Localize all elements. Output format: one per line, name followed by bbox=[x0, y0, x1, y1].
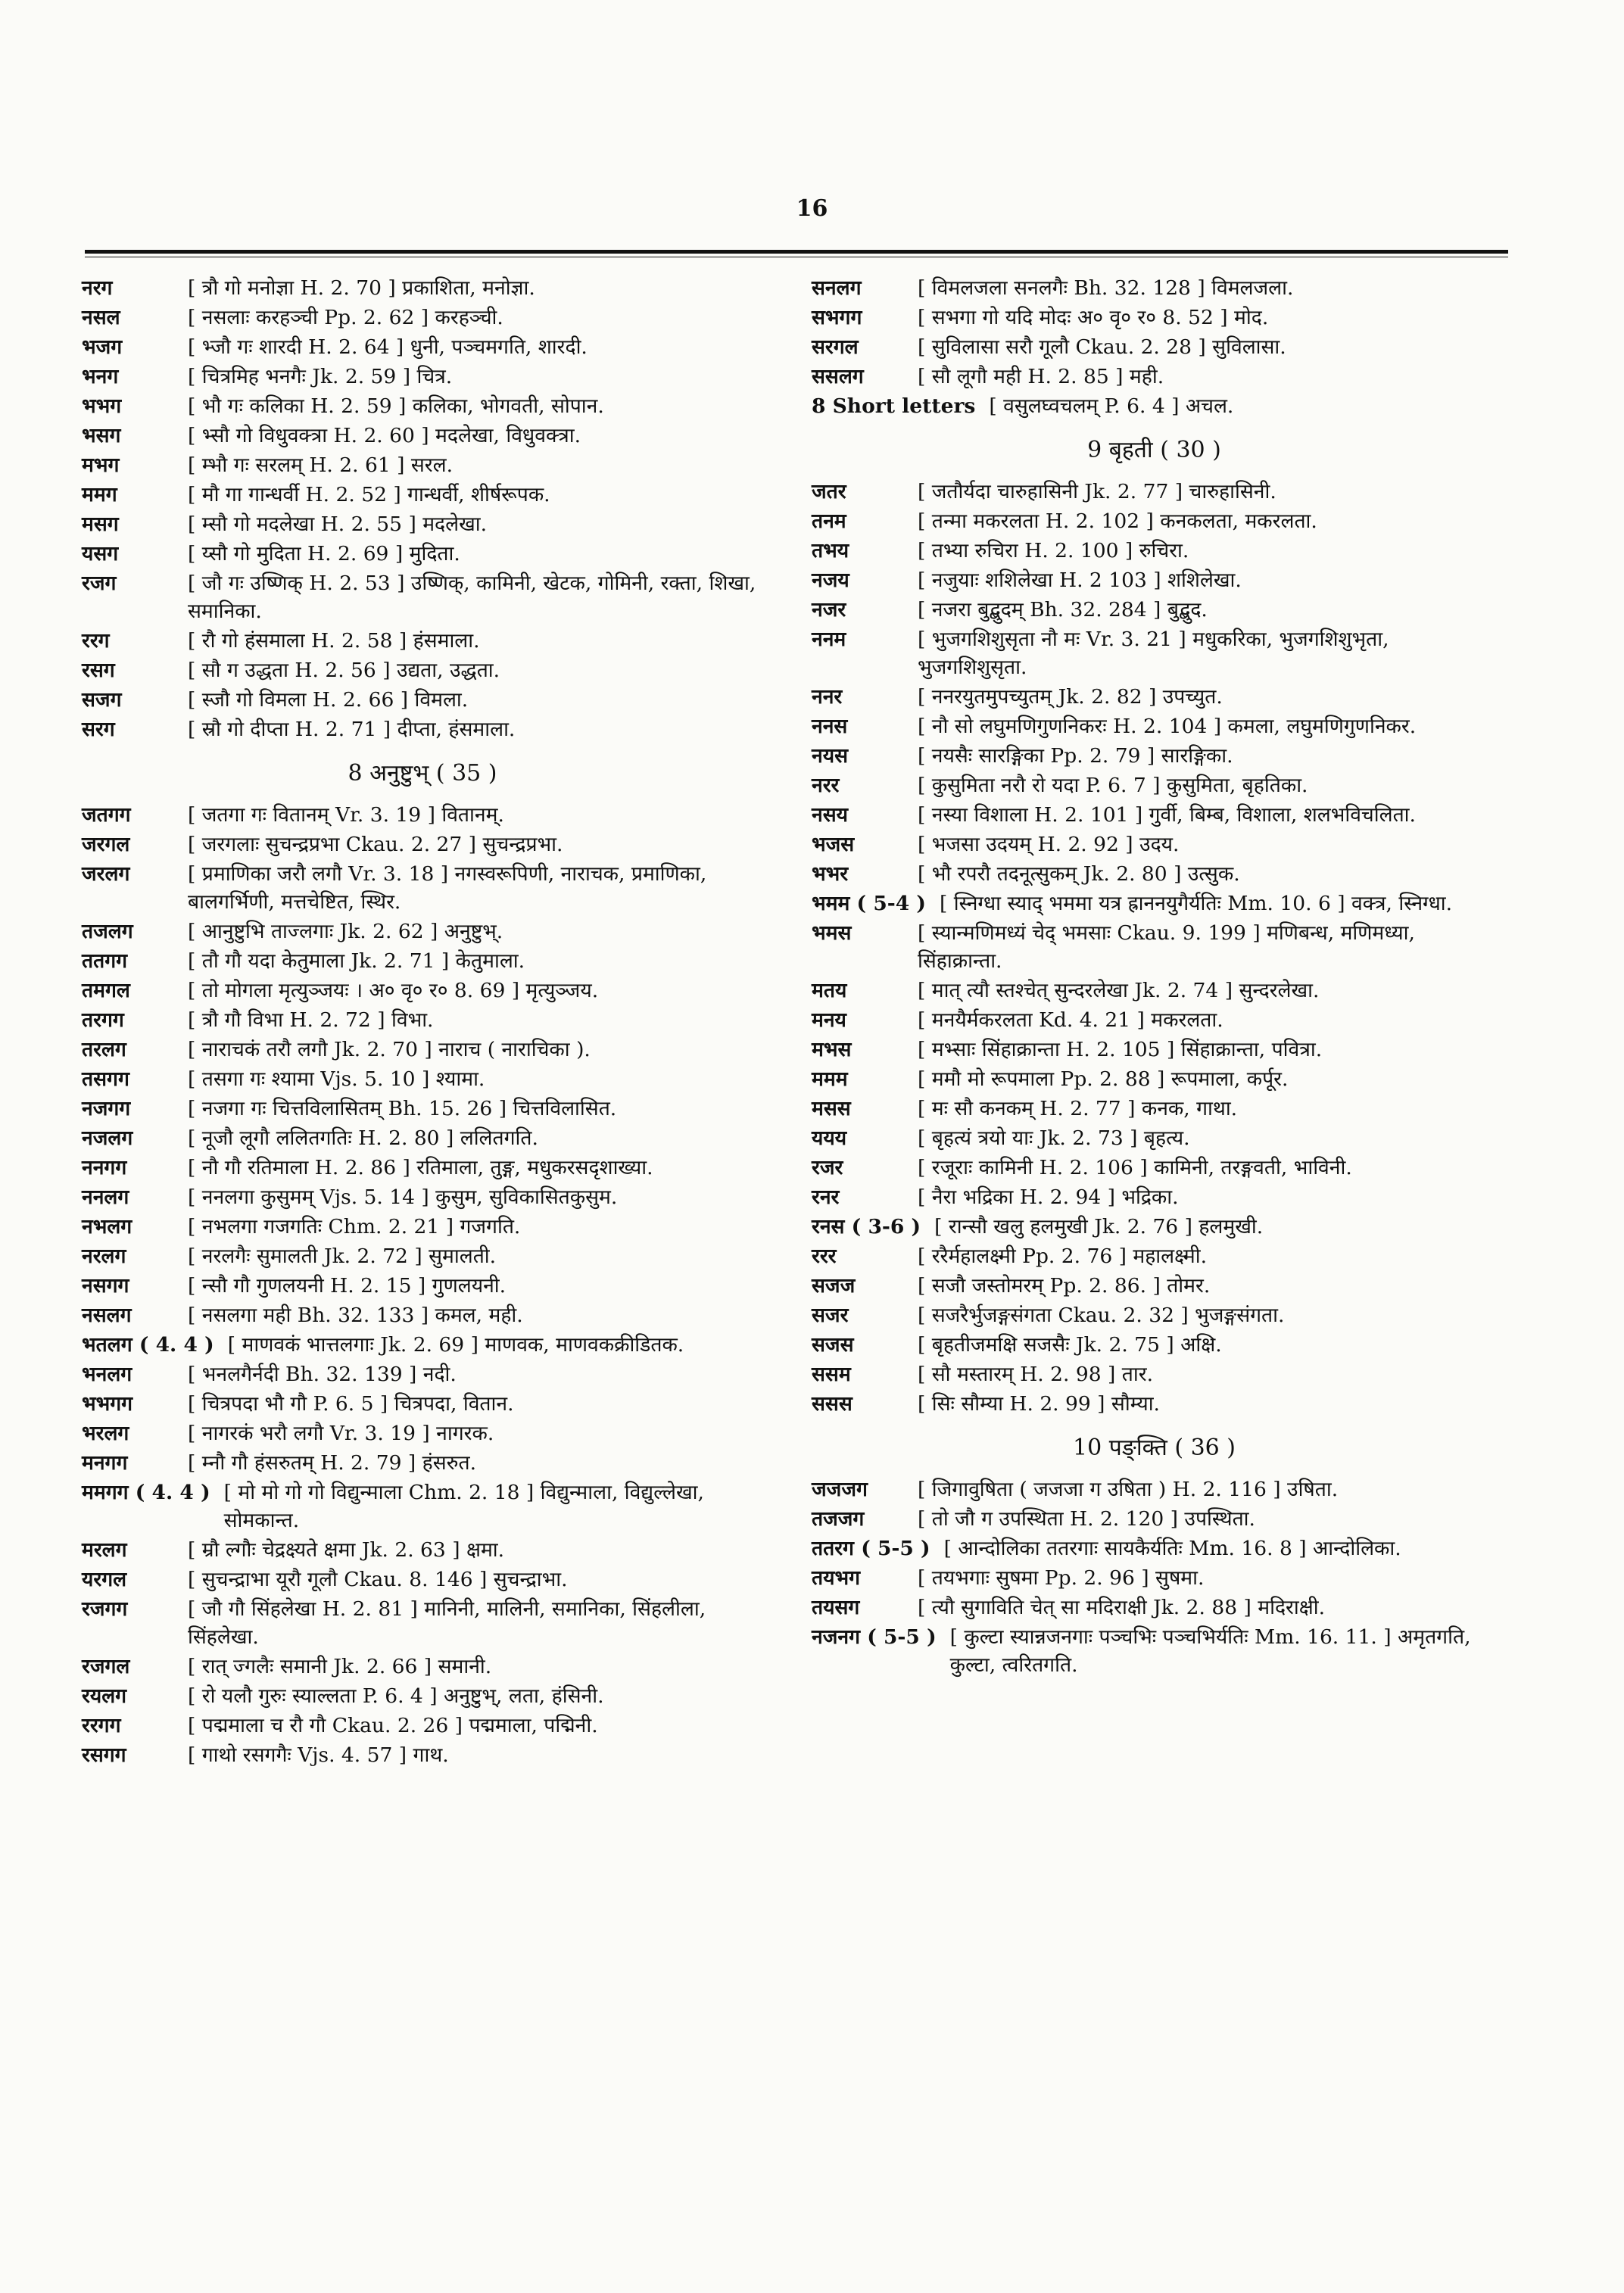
metre-entry bbox=[82, 715, 763, 743]
metre-pattern: सनलग bbox=[812, 276, 862, 300]
metre-definition: [ जतौर्यदा चारुहासिनी Jk. 2. 77 ] चारुहासिनी. bbox=[918, 480, 1276, 503]
metre-definition: [ तो मोगला मृत्युञ्जयः । अ० वृ० र० 8. 69 ] मृत्युञ्जय. bbox=[188, 979, 599, 1002]
metre-entry bbox=[82, 1154, 763, 1182]
metre-definition: [ य्सौ गो मुदिता H. 2. 69 ] मुदिता. bbox=[188, 542, 460, 565]
metre-definition: [ त्रौ गौ विभा H. 2. 72 ] विभा. bbox=[188, 1008, 434, 1032]
metre-pattern: ररगग bbox=[82, 1714, 121, 1737]
metre-entry bbox=[812, 1154, 1497, 1182]
metre-pattern: नजनग ( 5-5 ) bbox=[812, 1625, 937, 1649]
metre-entry bbox=[82, 540, 763, 568]
metre-pattern: रयलग bbox=[82, 1684, 127, 1708]
metre-entry bbox=[812, 1505, 1497, 1533]
metre-entry bbox=[82, 830, 763, 858]
metre-definition: [ मो मो गो गो विद्युन्माला Chm. 2. 18 ] विद्युन्माला, विद्युल्लेखा, सोमकान्त. bbox=[223, 1481, 704, 1532]
metre-pattern: तयसग bbox=[812, 1596, 860, 1619]
metre-definition: [ नयसैः सारङ्गिका Pp. 2. 79 ] सारङ्गिका. bbox=[918, 744, 1233, 768]
metre-entry bbox=[812, 1036, 1497, 1064]
metre-pattern: सरग bbox=[82, 718, 115, 741]
metre-pattern: सजज bbox=[812, 1274, 856, 1298]
metre-pattern: यरगल bbox=[82, 1568, 127, 1591]
metre-pattern: सरगल bbox=[812, 335, 859, 359]
metre-entry bbox=[812, 274, 1497, 302]
metre-definition: [ स्जौ गो विमला H. 2. 66 ] विमला. bbox=[188, 688, 469, 712]
metre-pattern: नजलग bbox=[82, 1126, 133, 1150]
metre-definition: [ सुविलासा सरौ गूलौ Ckau. 2. 28 ] सुविलासा. bbox=[918, 335, 1286, 359]
metre-entry bbox=[82, 947, 763, 975]
metre-entry bbox=[82, 1006, 763, 1034]
metre-definition: [ माणवकं भात्तलगाः Jk. 2. 69 ] माणवक, माणवकक्रीडितक. bbox=[227, 1333, 684, 1357]
metre-definition: [ मनयैर्मकरलता Kd. 4. 21 ] मकरलता. bbox=[918, 1008, 1223, 1032]
metre-definition: [ त्यौ सुगाविति चेत् सा मदिराक्षी Jk. 2. 88 ] मदिराक्षी. bbox=[918, 1596, 1326, 1619]
metre-pattern: भनग bbox=[82, 365, 119, 388]
metre-definition: [ रो यलौ गुरुः स्याल्लता P. 6. 4 ] अनुष्टुभ्, लता, हंसिनी. bbox=[188, 1684, 604, 1708]
left-column bbox=[82, 274, 763, 1771]
metre-definition: [ तयभगाः सुषमा Pp. 2. 96 ] सुषमा. bbox=[918, 1566, 1205, 1590]
metre-entry bbox=[82, 1712, 763, 1740]
metre-pattern: तसगग bbox=[82, 1067, 129, 1091]
metre-pattern: भमस bbox=[812, 921, 852, 945]
metre-entry bbox=[82, 510, 763, 538]
metre-pattern: मनगग bbox=[82, 1451, 128, 1475]
metre-definition: [ सभगा गो यदि मोदः अ० वृ० र० 8. 52 ] मोद. bbox=[918, 306, 1269, 329]
metre-entry bbox=[812, 1390, 1497, 1418]
metre-definition: [ जौ गः उष्णिक् H. 2. 53 ] उष्णिक्, कामिनी, खेटक, गोमिनी, रक्ता, शिखा, समानिका. bbox=[188, 572, 756, 623]
metre-entry bbox=[812, 1272, 1497, 1300]
metre-pattern: जरलग bbox=[82, 862, 130, 886]
metre-definition: [ सजरैर्भुजङ्गसंगता Ckau. 2. 32 ] भुजङ्गसंगता. bbox=[918, 1304, 1285, 1327]
metre-entry bbox=[812, 860, 1497, 888]
metre-entry bbox=[812, 889, 1497, 918]
right-group-3 bbox=[812, 1475, 1497, 1679]
metre-definition: [ नौ सो लघुमणिगुणनिकरः H. 2. 104 ] कमला, लघुमणिगुणनिकर. bbox=[918, 715, 1417, 738]
metre-pattern: जजजग bbox=[812, 1478, 868, 1501]
metre-pattern: ततरग ( 5-5 ) bbox=[812, 1537, 930, 1560]
metre-entry bbox=[82, 1272, 763, 1300]
metre-definition: [ तन्मा मकरलता H. 2. 102 ] कनकलता, मकरलता. bbox=[918, 509, 1317, 533]
metre-definition: [ आनुष्टुभि ताज्लगाः Jk. 2. 62 ] अनुष्टुभ्. bbox=[188, 920, 503, 943]
metre-pattern: मनय bbox=[812, 1008, 846, 1032]
metre-pattern: ससलग bbox=[812, 365, 864, 388]
metre-entry bbox=[812, 1213, 1497, 1241]
metre-entry bbox=[82, 1536, 763, 1564]
metre-entry bbox=[82, 274, 763, 302]
metre-definition: [ सजौ जस्तोमरम् Pp. 2. 86. ] तोमर. bbox=[918, 1274, 1211, 1298]
metre-definition: [ नजरा बुद्बुदम् Bh. 32. 284 ] बुद्बुद. bbox=[918, 598, 1208, 622]
metre-entry bbox=[82, 1682, 763, 1710]
metre-entry bbox=[82, 304, 763, 332]
metre-pattern: नभलग bbox=[82, 1215, 132, 1238]
metre-definition: [ जिगावुषिता ( जजजा ग उषिता ) H. 2. 116 ] उषिता. bbox=[918, 1478, 1339, 1501]
metre-entry bbox=[82, 422, 763, 450]
metre-pattern: नसगग bbox=[82, 1274, 129, 1298]
metre-entry bbox=[82, 1449, 763, 1477]
metre-pattern: नरर bbox=[812, 774, 840, 797]
metre-pattern: रनस ( 3-6 ) bbox=[812, 1215, 921, 1238]
metre-entry bbox=[812, 712, 1497, 740]
section-heading-anushtubh: 8 अनुष्टुभ् ( 35 ) bbox=[348, 760, 497, 787]
metre-definition: [ बृहतीजमक्षि सजसैः Jk. 2. 75 ] अक्षि. bbox=[918, 1333, 1222, 1357]
metre-definition: [ मात् त्यौ स्तश्चेत् सुन्दरलेखा Jk. 2. 74 ] सुन्दरलेखा. bbox=[918, 979, 1320, 1002]
metre-definition: [ नभलगा गजगतिः Chm. 2. 21 ] गजगति. bbox=[188, 1215, 521, 1238]
metre-definition: [ नसलगा मही Bh. 32. 133 ] कमल, मही. bbox=[188, 1304, 523, 1327]
metre-definition: [ जरगलाः सुचन्द्रप्रभा Ckau. 2. 27 ] सुचन्द्रप्रभा. bbox=[188, 833, 563, 856]
section-heading-brihati: 9 बृहती ( 30 ) bbox=[1087, 437, 1221, 463]
metre-pattern: मभस bbox=[812, 1038, 852, 1061]
metre-definition: [ कुसुमिता नरौ रो यदा P. 6. 7 ] कुसुमिता, बृहतिका. bbox=[918, 774, 1308, 797]
metre-entry bbox=[812, 919, 1497, 975]
metre-definition: [ सौ मस्तारम् H. 2. 98 ] तार. bbox=[918, 1363, 1153, 1386]
metre-entry bbox=[82, 1478, 763, 1534]
metre-definition: [ वसुलघ्वचलम् P. 6. 4 ] अचल. bbox=[989, 394, 1234, 418]
metre-definition: [ तभ्या रुचिरा H. 2. 100 ] रुचिरा. bbox=[918, 539, 1189, 562]
metre-entry bbox=[812, 333, 1497, 361]
metre-definition: [ चित्रपदा भौ गौ P. 6. 5 ] चित्रपदा, वितान. bbox=[188, 1392, 514, 1416]
metre-pattern: नजगग bbox=[82, 1097, 131, 1120]
metre-definition: [ म्रौ ल्गौः चेद्रक्ष्यते क्षमा Jk. 2. 63 ] क्षमा. bbox=[188, 1538, 505, 1562]
metre-definition: [ म्सौ गो मदलेखा H. 2. 55 ] मदलेखा. bbox=[188, 512, 488, 536]
metre-definition: [ चित्रमिह भनगैः Jk. 2. 59 ] चित्र. bbox=[188, 365, 453, 388]
metre-entry bbox=[812, 537, 1497, 565]
metre-definition: [ ममौ मो रूपमाला Pp. 2. 88 ] रूपमाला, कर्पूर. bbox=[918, 1067, 1289, 1091]
right-group-1 bbox=[812, 274, 1497, 420]
metre-pattern: मसस bbox=[812, 1097, 851, 1120]
metre-entry bbox=[82, 1065, 763, 1093]
metre-entry bbox=[812, 1183, 1497, 1211]
metre-definition: [ भजसा उदयम् H. 2. 92 ] उदय. bbox=[918, 833, 1180, 856]
metre-entry bbox=[812, 1594, 1497, 1622]
metre-entry bbox=[812, 683, 1497, 711]
metre-definition: [ त्रौ गो मनोज्ञा H. 2. 70 ] प्रकाशिता, मनोज्ञा. bbox=[188, 276, 535, 300]
metre-pattern: नरग bbox=[82, 276, 113, 300]
metre-entry bbox=[812, 830, 1497, 858]
metre-definition: [ स्रौ गो दीप्ता H. 2. 71 ] दीप्ता, हंसमाला. bbox=[188, 718, 516, 741]
metre-pattern: भतलग ( 4. 4 ) bbox=[82, 1333, 214, 1357]
metre-pattern: तजलग bbox=[82, 920, 133, 943]
metre-definition: [ मः सौ कनकम् H. 2. 77 ] कनक, गाथा. bbox=[918, 1097, 1238, 1120]
metre-entry bbox=[82, 1213, 763, 1241]
metre-pattern: सजग bbox=[82, 688, 122, 712]
right-group-2 bbox=[812, 478, 1497, 1418]
metre-entry bbox=[812, 1331, 1497, 1359]
metre-entry bbox=[812, 1006, 1497, 1034]
metre-pattern: ननस bbox=[812, 715, 848, 738]
metre-pattern: ननम bbox=[812, 628, 846, 651]
metre-pattern: रजगल bbox=[82, 1655, 130, 1678]
metre-pattern: रजर bbox=[812, 1156, 843, 1179]
left-group-1 bbox=[82, 274, 763, 743]
metre-entry bbox=[812, 507, 1497, 535]
metre-entry bbox=[82, 1566, 763, 1594]
metre-entry bbox=[812, 771, 1497, 799]
metre-definition: [ बृहत्यं त्रयो याः Jk. 2. 73 ] बृहत्य. bbox=[918, 1126, 1190, 1150]
metre-pattern: भजग bbox=[82, 335, 123, 359]
metre-pattern: तनम bbox=[812, 509, 846, 533]
page-number: 16 bbox=[796, 195, 828, 222]
metre-pattern: ररर bbox=[812, 1245, 837, 1268]
metre-entry bbox=[82, 1095, 763, 1123]
metre-entry bbox=[82, 1301, 763, 1329]
metre-definition: [ नस्या विशाला H. 2. 101 ] गुर्वी, बिम्ब, विशाला, शलभविचलिता. bbox=[918, 803, 1416, 827]
metre-entry bbox=[812, 363, 1497, 391]
metre-entry bbox=[812, 977, 1497, 1005]
metre-entry bbox=[812, 1623, 1497, 1679]
metre-pattern: तयभग bbox=[812, 1566, 861, 1590]
metre-pattern: नजर bbox=[812, 598, 846, 622]
metre-entry bbox=[812, 478, 1497, 506]
metre-entry bbox=[82, 1419, 763, 1447]
metre-entry bbox=[82, 1653, 763, 1681]
metre-definition: [ ररैर्महालक्ष्मी Pp. 2. 76 ] महालक्ष्मी. bbox=[918, 1245, 1208, 1268]
metre-definition: [ म्भौ गः सरलम् H. 2. 61 ] सरल. bbox=[188, 453, 454, 477]
metre-pattern: भसग bbox=[82, 424, 121, 447]
metre-definition: [ तो जौ ग उपस्थिता H. 2. 120 ] उपस्थिता. bbox=[918, 1507, 1255, 1531]
metre-entry bbox=[82, 860, 763, 916]
metre-definition: [ नरलगैः सुमालती Jk. 2. 72 ] सुमालती. bbox=[188, 1245, 497, 1268]
metre-entry bbox=[82, 1390, 763, 1418]
metre-definition: [ तौ गौ यदा केतुमाला Jk. 2. 71 ] केतुमाला. bbox=[188, 949, 525, 973]
metre-entry bbox=[82, 686, 763, 714]
metre-entry bbox=[82, 481, 763, 509]
metre-definition: [ नसलाः करहञ्ची Pp. 2. 62 ] करहञ्ची. bbox=[188, 306, 503, 329]
metre-pattern: रसगग bbox=[82, 1743, 126, 1767]
metre-entry bbox=[812, 596, 1497, 624]
metre-definition: [ न्सौ गौ गुणलयनी H. 2. 15 ] गुणलयनी. bbox=[188, 1274, 507, 1298]
metre-pattern: नरलग bbox=[82, 1245, 126, 1268]
metre-entry bbox=[812, 625, 1497, 681]
metre-definition: [ जतगा गः वितानम् Vr. 3. 19 ] वितानम्. bbox=[188, 803, 504, 827]
metre-pattern: सभगग bbox=[812, 306, 862, 329]
metre-pattern: मरलग bbox=[82, 1538, 127, 1562]
metre-pattern: नसय bbox=[812, 803, 848, 827]
metre-definition: [ म्नौ गौ हंसरुतम् H. 2. 79 ] हंसरुत. bbox=[188, 1451, 477, 1475]
metre-definition: [ सिः सौम्या H. 2. 99 ] सौम्या. bbox=[918, 1392, 1160, 1416]
metre-entry bbox=[812, 566, 1497, 594]
metre-definition: [ भ्सौ गो विधुवक्त्रा H. 2. 60 ] मदलेखा, विधुवक्त्रा. bbox=[188, 424, 581, 447]
metre-definition: [ मभ्साः सिंहाक्रान्ता H. 2. 105 ] सिंहाक्रान्ता, पवित्रा. bbox=[918, 1038, 1323, 1061]
metre-pattern: मभग bbox=[82, 453, 120, 477]
metre-definition: [ जौ गौ सिंहलेखा H. 2. 81 ] मानिनी, मालिनी, समानिका, सिंहलीला, सिंहलेखा. bbox=[188, 1597, 706, 1649]
metre-definition: [ भौ रपरौ तदनूत्सुकम् Jk. 2. 80 ] उत्सुक. bbox=[918, 862, 1240, 886]
metre-pattern: ससस bbox=[812, 1392, 853, 1416]
metre-definition: [ कुल्टा स्यान्नजनगाः पञ्चभिः पञ्चभिर्यतिः Mm. 16. 11. ] अमृतगति, कुल्टा, त्वरितगति. bbox=[949, 1625, 1471, 1677]
metre-entry bbox=[82, 656, 763, 684]
metre-pattern: भभर bbox=[812, 862, 849, 886]
left-group-2 bbox=[82, 801, 763, 1769]
metre-entry bbox=[82, 569, 763, 625]
metre-entry bbox=[82, 451, 763, 479]
metre-entry bbox=[812, 1124, 1497, 1152]
metre-entry bbox=[812, 1475, 1497, 1503]
metre-definition: [ नैरा भद्रिका H. 2. 94 ] भद्रिका. bbox=[918, 1185, 1179, 1209]
metre-pattern: भमम ( 5-4 ) bbox=[812, 892, 926, 915]
metre-entry bbox=[812, 1095, 1497, 1123]
metre-pattern: जरगल bbox=[82, 833, 130, 856]
metre-definition: [ रजूराः कामिनी H. 2. 106 ] कामिनी, तरङ्गवती, भाविनी. bbox=[918, 1156, 1352, 1179]
metre-entry bbox=[82, 801, 763, 829]
metre-pattern: सजर bbox=[812, 1304, 849, 1327]
metre-pattern: नयस bbox=[812, 744, 848, 768]
metre-definition: [ नूजौ लूगौ ललितगतिः H. 2. 80 ] ललितगति. bbox=[188, 1126, 538, 1150]
right-column bbox=[812, 274, 1497, 1681]
metre-pattern: ननर bbox=[812, 685, 843, 709]
metre-pattern: रजग bbox=[82, 572, 117, 595]
metre-pattern: ततगग bbox=[82, 949, 128, 973]
metre-pattern: 8 Short letters bbox=[812, 394, 976, 418]
metre-pattern: तमगल bbox=[82, 979, 130, 1002]
metre-definition: [ नजुयाः शशिलेखा H. 2 103 ] शशिलेखा. bbox=[918, 569, 1242, 592]
metre-pattern: ममगग ( 4. 4 ) bbox=[82, 1481, 210, 1504]
metre-definition: [ गाथो रसगगैः Vjs. 4. 57 ] गाथ. bbox=[188, 1743, 449, 1767]
metre-pattern: भभगग bbox=[82, 1392, 133, 1416]
metre-pattern: भनलग bbox=[82, 1363, 132, 1386]
metre-pattern: ममग bbox=[82, 483, 117, 506]
metre-entry bbox=[82, 1183, 763, 1211]
metre-pattern: नजय bbox=[812, 569, 849, 592]
metre-pattern: ययय bbox=[812, 1126, 847, 1150]
metre-entry bbox=[82, 333, 763, 361]
metre-pattern: ममम bbox=[812, 1067, 848, 1091]
metre-definition: [ विमलजला सनलगैः Bh. 32. 128 ] विमलजला. bbox=[918, 276, 1294, 300]
metre-entry bbox=[812, 1360, 1497, 1388]
metre-definition: [ ननरयुतमुपच्युतम् Jk. 2. 82 ] उपच्युत. bbox=[918, 685, 1223, 709]
metre-entry bbox=[82, 1124, 763, 1152]
section-heading-pankti: 10 पङ्क्ति ( 36 ) bbox=[1072, 1435, 1236, 1461]
metre-definition: [ स्निग्धा स्याद् भममा यत्र ह्राननयुगैर्यतिः Mm. 10. 6 ] वक्त्र, स्निग्धा. bbox=[939, 892, 1453, 915]
metre-entry bbox=[82, 1242, 763, 1270]
metre-definition: [ सुचन्द्राभा यूरौ गूलौ Ckau. 8. 146 ] सुचन्द्राभा. bbox=[188, 1568, 568, 1591]
metre-pattern: रसग bbox=[82, 659, 115, 682]
metre-entry bbox=[812, 801, 1497, 829]
metre-entry bbox=[812, 1564, 1497, 1592]
metre-pattern: तभय bbox=[812, 539, 849, 562]
metre-definition: [ रात् ज्गलैः समानी Jk. 2. 66 ] समानी. bbox=[188, 1655, 492, 1678]
metre-definition: [ भ्जौ गः शारदी H. 2. 64 ] धुनी, पञ्चमगति, शारदी. bbox=[188, 335, 588, 359]
metre-entry bbox=[82, 363, 763, 391]
metre-pattern: यसग bbox=[82, 542, 119, 565]
metre-definition: [ रान्सौ खलु हलमुखी Jk. 2. 76 ] हलमुखी. bbox=[934, 1215, 1264, 1238]
metre-definition: [ भनलगैर्नदी Bh. 32. 139 ] नदी. bbox=[188, 1363, 457, 1386]
metre-pattern: रजगग bbox=[82, 1597, 128, 1621]
metre-definition: [ आन्दोलिका ततरगाः सायकैर्यतिः Mm. 16. 8 ] आन्दोलिका. bbox=[943, 1537, 1401, 1560]
metre-pattern: मतय bbox=[812, 979, 847, 1002]
metre-entry bbox=[812, 1301, 1497, 1329]
metre-pattern: जतगग bbox=[82, 803, 131, 827]
metre-definition: [ नजगा गः चित्तविलासितम् Bh. 15. 26 ] चित्तविलासित. bbox=[188, 1097, 617, 1120]
metre-pattern: ससम bbox=[812, 1363, 851, 1386]
metre-pattern: सजस bbox=[812, 1333, 854, 1357]
metre-entry bbox=[82, 1360, 763, 1388]
metre-entry bbox=[82, 1331, 763, 1359]
metre-pattern: ननगग bbox=[82, 1156, 127, 1179]
metre-pattern: ननलग bbox=[82, 1185, 129, 1209]
metre-pattern: भजस bbox=[812, 833, 855, 856]
metre-definition: [ नागरकं भरौ लगौ Vr. 3. 19 ] नागरक. bbox=[188, 1422, 494, 1445]
metre-entry bbox=[812, 304, 1497, 332]
metre-pattern: नसलग bbox=[82, 1304, 132, 1327]
metre-pattern: ररग bbox=[82, 629, 110, 653]
metre-definition: [ नाराचकं तरौ लगौ Jk. 2. 70 ] नाराच ( नाराचिका ). bbox=[188, 1038, 591, 1061]
metre-entry bbox=[812, 392, 1497, 420]
metre-entry bbox=[812, 1534, 1497, 1562]
metre-definition: [ तसगा गः श्यामा Vjs. 5. 10 ] श्यामा. bbox=[188, 1067, 485, 1091]
metre-pattern: भरलग bbox=[82, 1422, 129, 1445]
metre-entry bbox=[812, 742, 1497, 770]
metre-entry bbox=[812, 1242, 1497, 1270]
metre-entry bbox=[82, 1036, 763, 1064]
metre-definition: [ भौ गः कलिका H. 2. 59 ] कलिका, भोगवती, सोपान. bbox=[188, 394, 604, 418]
metre-pattern: जतर bbox=[812, 480, 846, 503]
metre-pattern: रनर bbox=[812, 1185, 840, 1209]
metre-definition: [ स्यान्मणिमध्यं चेद् भमसाः Ckau. 9. 199 ] मणिबन्ध, मणिमध्या, सिंहाक्रान्ता. bbox=[918, 921, 1415, 973]
metre-definition: [ मौ गा गान्धर्वी H. 2. 52 ] गान्धर्वी, शीर्षरूपक. bbox=[188, 483, 550, 506]
metre-definition: [ ननलगा कुसुमम् Vjs. 5. 14 ] कुसुम, सुविकासितकुसुम. bbox=[188, 1185, 618, 1209]
metre-entry bbox=[82, 1741, 763, 1769]
metre-entry bbox=[82, 1595, 763, 1651]
metre-definition: [ भुजगशिशुसृता नौ मः Vr. 3. 21 ] मधुकरिका, भुजगशिशुभृता, भुजगशिशुसृता. bbox=[918, 628, 1389, 679]
metre-pattern: तरगग bbox=[82, 1008, 124, 1032]
metre-definition: [ पद्ममाला च रौ गौ Ckau. 2. 26 ] पद्ममाला, पद्मिनी. bbox=[188, 1714, 598, 1737]
metre-definition: [ सौ लूगौ मही H. 2. 85 ] मही. bbox=[918, 365, 1164, 388]
metre-entry bbox=[82, 977, 763, 1005]
metre-pattern: तरलग bbox=[82, 1038, 126, 1061]
metre-entry bbox=[82, 918, 763, 946]
metre-entry bbox=[812, 1065, 1497, 1093]
metre-definition: [ प्रमाणिका जरौ लगौ Vr. 3. 18 ] नगस्वरूपिणी, नाराचक, प्रमाणिका, बालगर्भिणी, मत्तचेष्टित, स्थिर. bbox=[188, 862, 707, 914]
metre-pattern: मसग bbox=[82, 512, 119, 536]
metre-definition: [ सौ ग उद्धता H. 2. 56 ] उद्यता, उद्धता. bbox=[188, 659, 500, 682]
metre-definition: [ नौ गौ रतिमाला H. 2. 86 ] रतिमाला, तुङ्ग, मधुकरसदृशाख्या. bbox=[188, 1156, 653, 1179]
metre-pattern: नसल bbox=[82, 306, 120, 329]
metre-definition: [ रौ गो हंसमाला H. 2. 58 ] हंसमाला. bbox=[188, 629, 480, 653]
header-rule bbox=[85, 250, 1508, 257]
metre-entry bbox=[82, 627, 763, 655]
metre-pattern: तजजग bbox=[812, 1507, 865, 1531]
metre-pattern: भभग bbox=[82, 394, 122, 418]
metre-entry bbox=[82, 392, 763, 420]
